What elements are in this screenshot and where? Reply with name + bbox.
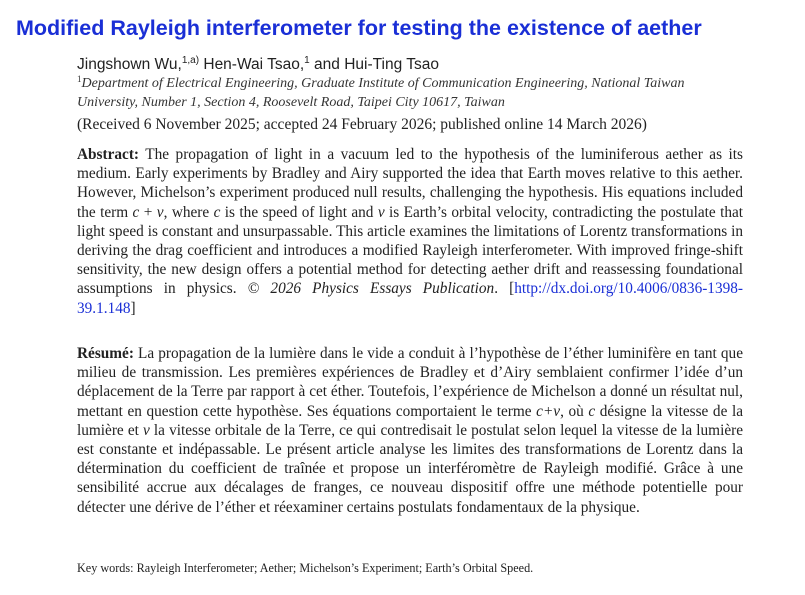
abstract-text: . [	[494, 280, 515, 298]
math-op: +	[139, 203, 157, 221]
math-var: v	[377, 203, 385, 221]
math-var: c	[213, 203, 221, 221]
author-affiliation-mark: 1	[304, 55, 310, 66]
resume-text: , où	[560, 402, 589, 420]
math-var: v	[156, 203, 164, 221]
author-name: Hen-Wai Tsao,	[199, 56, 305, 73]
resume	[77, 344, 743, 517]
publication-dates: (Received 6 November 2025; accepted 24 February 2026; published online 14 March 2026)	[77, 116, 647, 133]
keywords: Key words: Rayleigh Interferometer; Aether; Michelson’s Experiment; Earth’s Orbital Speed.	[77, 561, 534, 575]
abstract-text: is Earth’s orbital velocity, contradicting the postulate that light speed is constant and unsurpassable. This article examines the limitations of Lorentz transformations in deriving the drag coefficient and introduces a modified Rayleigh interferometer. With improved fringe-shift sensitivity, the new design offers a potential method for detecting aether drift and reassessing foundational assumptions in physics.	[77, 203, 744, 298]
paper-title: Modified Rayleigh interferometer for testing the existence of aether	[16, 16, 702, 40]
abstract-text: is the speed of light and	[220, 203, 378, 221]
abstract-text: , where	[163, 203, 214, 221]
resume-text: désigne la vitesse de la lumière et	[77, 402, 743, 439]
author-affiliation-mark: 1,a)	[181, 55, 200, 66]
abstract	[77, 145, 743, 318]
abstract-label: Abstract:	[77, 146, 140, 163]
abstract-text: The propagation of light in a vacuum led to the hypothesis of the luminiferous aether as its medium. Early experiments by Bradley and Airy supported the idea that Earth moves relative to this aether. However, Michelson’s experiment produced null results, challenging the hypothesis. His equations included the term	[77, 146, 743, 221]
math-var: c	[132, 203, 140, 221]
resume-label: Résumé:	[77, 345, 134, 362]
resume-text: La propagation de la lumière dans le vide a conduit à l’hypothèse de l’éther luminifère en tant que milieu de transmission. Les premières expériences de Bradley et d’Airy semblaient confirmer l’idée d’un déplacement de la Terre par rapport à cet éther. Toutefois, l’expérience de Michelson a donné un résultat nul, mettant en question cette hypothèse. Ses équations comportaient le terme	[77, 345, 743, 420]
math-var: c	[588, 402, 596, 420]
affiliation-mark: 1	[77, 74, 82, 84]
author-name: and Hui-Ting Tsao	[309, 56, 439, 73]
affiliation-text: Department of Electrical Engineering, Graduate Institute of Communication Engineering, National Taiwan University, Number 1, Section 4, Roosevelt Road, Taipei City 10617, Taiwan	[77, 76, 685, 110]
copyright-notice: © 2026 Physics Essays Publication	[247, 280, 495, 298]
math-expr: c+v	[536, 402, 561, 420]
resume-text: la vitesse orbitale de la Terre, ce qui contredisait le postulat selon lequel la vitesse de la lumière est constante et indépassable. Le présent article analyse les limites des transformations de Lorentz dans la détermination du coefficient de traînée et propose un interféromètre de Rayleigh modifié. Grâce à une sensibilité accrue aux décalages de franges, ce nouveau dispositif offre une méthode potentielle pour détecter une dérive de l’éther et réexaminer certains postulats fondamentaux de la physique.	[77, 421, 743, 516]
abstract-text: ]	[130, 299, 136, 317]
doi-link[interactable]: http://dx.doi.org/10.4006/0836-1398-39.1.148	[77, 280, 743, 317]
affiliation	[77, 70, 747, 112]
author-name: Jingshown Wu,	[77, 56, 182, 73]
math-var: v	[143, 421, 150, 439]
